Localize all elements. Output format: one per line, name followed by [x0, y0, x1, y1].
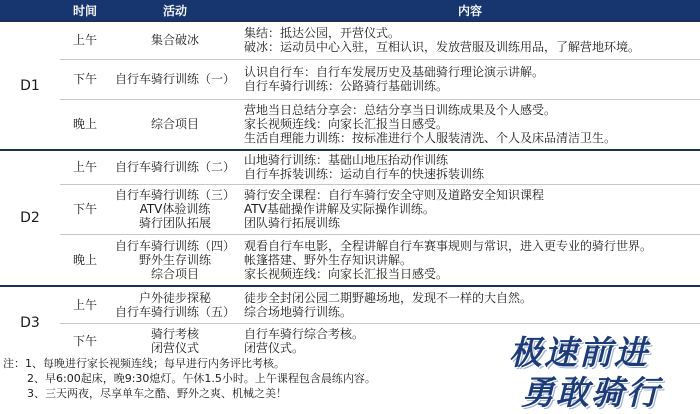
table-row: [0, 21, 700, 59]
time-cell: 晚上: [60, 234, 110, 286]
content-line: 家长视频连线：向家长汇报当日感受。: [244, 266, 449, 281]
time-cell: 上午: [60, 21, 110, 59]
slogan-line-1: 极速前进: [509, 333, 649, 372]
table-row: [0, 59, 700, 99]
content-cell: [240, 21, 700, 59]
time-cell: 下午: [60, 184, 110, 234]
content-line: 自行车拆装训练：运动自行车的快速拆装训练: [244, 167, 485, 182]
content-line: 自行车骑行训练：公路骑行基础训练。: [244, 79, 449, 93]
activity-cell: [110, 184, 240, 234]
activity-line: 自行车骑行训练（一）: [114, 72, 235, 86]
day-label: D1: [0, 21, 60, 150]
header-content: 内容: [240, 0, 700, 21]
activity-line: 综合项目: [150, 117, 199, 132]
content-line: 家长视频连线：向家长汇报当日感受。: [244, 117, 449, 132]
content-line: 综合场地骑行训练。: [244, 304, 353, 319]
activity-cell: [110, 99, 240, 150]
activity-cell: [110, 286, 240, 323]
activity-line: 集合破冰: [150, 33, 199, 48]
activity-line: ATV体验训练: [139, 202, 211, 216]
time-cell: 晚上: [60, 99, 110, 150]
activity-cell: [110, 150, 240, 184]
content-cell: [240, 184, 700, 234]
activity-line: 骑行团队拓展: [138, 216, 211, 230]
activity-cell: [110, 234, 240, 286]
content-line: 帐篷搭建、野外生存知识讲解。: [244, 252, 413, 267]
activity-line: 野外生存训练: [138, 252, 211, 267]
header-time: 时间: [60, 0, 110, 21]
activity-line: 自行车骑行训练（三）: [114, 188, 235, 202]
header-activity: 活动: [110, 0, 240, 21]
content-line: 认识自行车：自行车发展历史及基础骑行理论演示讲解。: [244, 65, 545, 79]
activity-line: 综合项目: [150, 266, 199, 281]
note-line: 2、早6:00起床，晚9:30熄灯。午休1.5小时。上午课程包含晨练内容。: [27, 372, 376, 385]
time-cell: 上午: [60, 286, 110, 323]
slogan-logo: [503, 325, 698, 411]
content-line: 生活自理能力训练：按标准进行个人服装清洗、个人及床品清洁卫生。: [244, 131, 617, 146]
content-cell: [240, 99, 700, 150]
table-row: [0, 286, 700, 323]
table-row: [0, 184, 700, 234]
day-label: D2: [0, 150, 60, 286]
time-cell: 下午: [60, 59, 110, 99]
note-line: 3、三天两夜，尽享单车之酷、野外之爽、机械之美！: [27, 387, 287, 400]
table-header-row: [0, 0, 700, 21]
activity-line: 户外徒步探秘: [138, 290, 211, 305]
notes-section: [3, 356, 503, 401]
activity-line: 自行车骑行训练（五）: [114, 304, 235, 319]
activity-cell: [110, 323, 240, 359]
header-day: [0, 0, 60, 21]
activity-cell: [110, 59, 240, 99]
table-row: [0, 234, 700, 286]
time-cell: 下午: [60, 323, 110, 359]
activity-line: 自行车骑行训练（四）: [114, 238, 235, 253]
content-line: 集结：抵达公园，开营仪式。: [244, 26, 401, 41]
note-line: 注：1、每晚进行家长视频连线；每早进行内务评比考核。: [3, 357, 285, 370]
content-cell: [240, 59, 700, 99]
content-cell: [240, 150, 700, 184]
content-line: 团队骑行拓展训练: [244, 216, 341, 230]
time-cell: 上午: [60, 150, 110, 184]
content-cell: [240, 286, 700, 323]
activity-line: 闭营仪式: [150, 341, 199, 356]
table-row: [0, 99, 700, 150]
content-line: 破冰：运动员中心入驻，互相认识，发放营服及训练用品，了解营地环境。: [244, 40, 641, 55]
table-row: [0, 150, 700, 184]
activity-line: 骑行考核: [150, 327, 199, 342]
activity-line: 自行车骑行训练（二）: [114, 160, 235, 175]
day-label: D3: [0, 286, 60, 359]
content-line: 山地骑行训练：基础山地压抬动作训练: [244, 153, 449, 168]
content-line: 骑行安全课程：自行车骑行安全守则及道路安全知识课程: [244, 188, 545, 202]
content-line: 闭营仪式。: [244, 341, 305, 356]
content-line: ATV基础操作讲解及实际操作训练。: [244, 202, 435, 216]
activity-cell: [110, 21, 240, 59]
content-line: 营地当日总结分享会：总结分享当日训练成果及个人感受。: [244, 103, 557, 118]
slogan-line-2: 勇敢骑行: [521, 373, 661, 412]
content-cell: [240, 234, 700, 286]
content-line: 徒步全封闭公园二期野趣场地，发现不一样的大自然。: [244, 290, 533, 305]
content-line: 自行车骑行综合考核。: [244, 327, 365, 342]
content-line: 观看自行车电影，全程讲解自行车赛事规则与常识，进入更专业的骑行世界。: [244, 238, 653, 253]
